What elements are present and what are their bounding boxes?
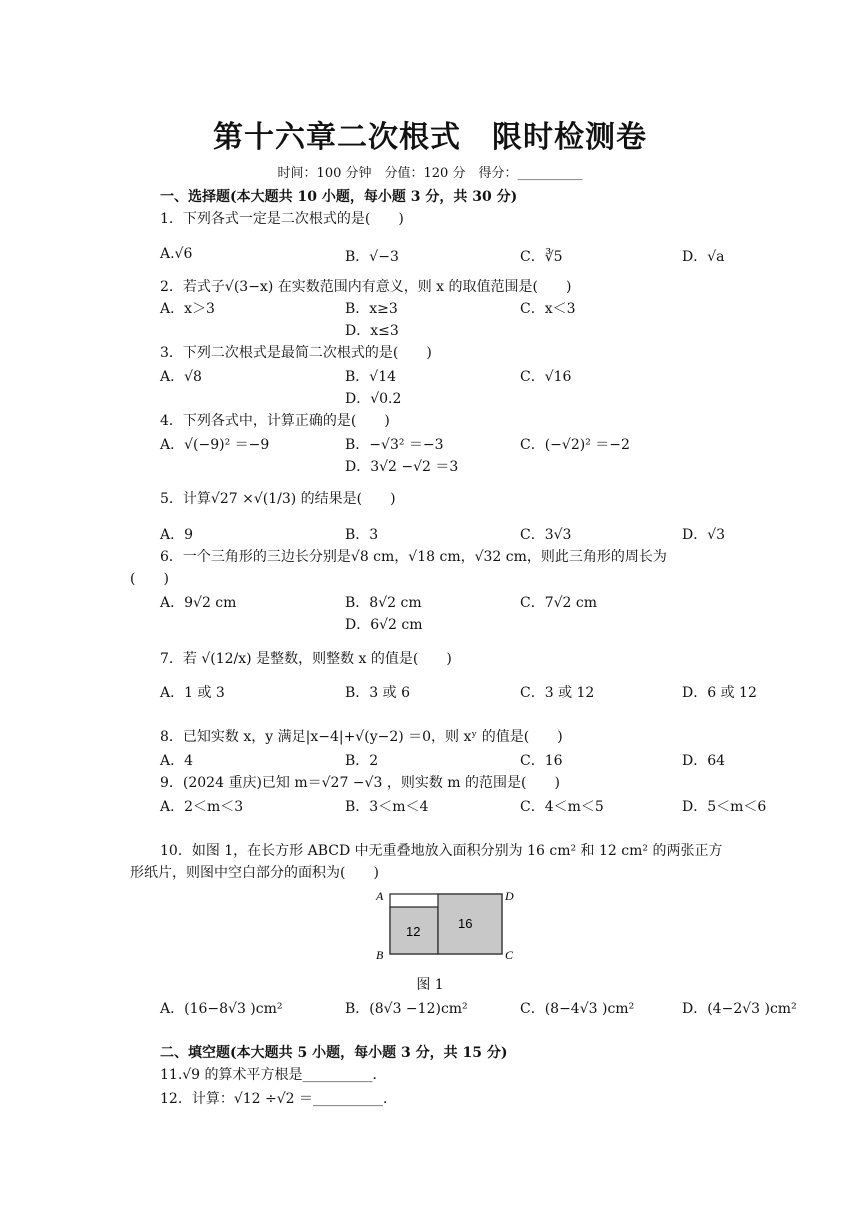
option-6c: C．7√2 cm	[520, 595, 598, 611]
figure-label-c: C	[505, 948, 514, 962]
option-6a: A．9√2 cm	[160, 595, 237, 611]
option-10b: B．(8√3 −12)cm²	[345, 1001, 468, 1017]
option-10a: A．(16−8√3 )cm²	[160, 1001, 283, 1017]
exam-meta: 时间：100 分钟 分值：120 分 得分：__________	[277, 166, 583, 181]
option-1a: A.√6	[160, 246, 193, 262]
option-1c: C．∛5	[520, 249, 563, 265]
option-5c: C．3√3	[520, 527, 572, 543]
option-8a: A．4	[160, 753, 194, 769]
question-6: 6．一个三角形的三边长分别是√8 cm，√18 cm，√32 cm，则此三角形的周长为	[160, 549, 667, 565]
option-4a: A．√(−9)² ＝−9	[160, 437, 270, 453]
option-8c: C．16	[520, 753, 563, 769]
question-8: 8．已知实数 x，y 满足|x−4|+√(y−2) ＝0，则 xʸ 的值是( )	[160, 729, 563, 745]
rectangle-figure	[372, 884, 522, 964]
option-2a: A．x＞3	[160, 301, 215, 317]
option-7c: C．3 或 12	[520, 685, 595, 701]
question-7: 7．若 √(12/x) 是整数，则整数 x 的值是( )	[160, 651, 452, 667]
option-2b: B．x≥3	[345, 301, 398, 317]
question-12: 12．计算：√12 ÷√2 ＝__________．	[160, 1091, 398, 1107]
question-1: 1．下列各式一定是二次根式的是( )	[160, 211, 404, 227]
option-2c: C．x＜3	[520, 301, 576, 317]
option-3b: B．√14	[345, 369, 397, 385]
option-4c: C．(−√2)² ＝−2	[520, 437, 630, 453]
page-title: 第十六章二次根式 限时检测卷	[213, 120, 647, 155]
large-square-label: 16	[458, 916, 473, 931]
question-2: 2．若式子√(3−x) 在实数范围内有意义，则 x 的取值范围是( )	[160, 279, 572, 295]
option-5d: D．√3	[682, 527, 726, 543]
option-8b: B．2	[345, 753, 379, 769]
option-9a: A．2＜m＜3	[160, 799, 244, 815]
option-1d: D．√a	[682, 249, 725, 265]
option-9b: B．3＜m＜4	[345, 799, 429, 815]
question-3: 3．下列二次根式是最简二次根式的是( )	[160, 345, 432, 361]
question-6-paren: ( )	[130, 571, 169, 587]
option-8d: D．64	[682, 753, 726, 769]
question-10: 10．如图 1，在长方形 ABCD 中无重叠地放入面积分别为 16 cm² 和 12 cm² 的两张正方	[160, 843, 723, 859]
option-7a: A．1 或 3	[160, 685, 225, 701]
question-9: 9．(2024 重庆)已知 m＝√27 −√3 ，则实数 m 的范围是( )	[160, 775, 560, 791]
section-heading-fill: 二、填空题(本大题共 5 小题，每小题 3 分，共 15 分)	[160, 1045, 508, 1061]
option-10c: C．(8−4√3 )cm²	[520, 1001, 635, 1017]
figure-label-b: B	[376, 948, 384, 962]
figure-caption: 图 1	[416, 977, 444, 993]
option-5a: A．9	[160, 527, 194, 543]
option-6b: B．8√2 cm	[345, 595, 422, 611]
figure-label-a: A	[376, 889, 384, 903]
option-5b: B．3	[345, 527, 379, 543]
option-3a: A．√8	[160, 369, 202, 385]
option-2d: D．x≤3	[345, 323, 399, 339]
option-4d: D．3√2 −√2 ＝3	[345, 459, 459, 475]
option-7b: B．3 或 6	[345, 685, 411, 701]
question-11: 11.√9 的算术平方根是__________．	[160, 1067, 387, 1083]
option-9d: D．5＜m＜6	[682, 799, 767, 815]
option-3c: C．√16	[520, 369, 572, 385]
figure-label-d: D	[505, 889, 514, 903]
option-6d: D．6√2 cm	[345, 617, 423, 633]
option-9c: C．4＜m＜5	[520, 799, 604, 815]
option-3d: D．√0.2	[345, 391, 402, 407]
section-heading-choice: 一、选择题(本大题共 10 小题，每小题 3 分，共 30 分)	[160, 189, 518, 205]
small-square-label: 12	[406, 924, 421, 939]
option-4b: B．−√3² ＝−3	[345, 437, 444, 453]
question-5: 5．计算√27 ×√(1/3) 的结果是( )	[160, 491, 396, 507]
option-7d: D．6 或 12	[682, 685, 757, 701]
question-10-line2: 形纸片，则图中空白部分的面积为( )	[130, 865, 379, 881]
option-1b: B．√−3	[345, 249, 399, 265]
option-10d: D．(4−2√3 )cm²	[682, 1001, 797, 1017]
question-4: 4．下列各式中，计算正确的是( )	[160, 413, 390, 429]
